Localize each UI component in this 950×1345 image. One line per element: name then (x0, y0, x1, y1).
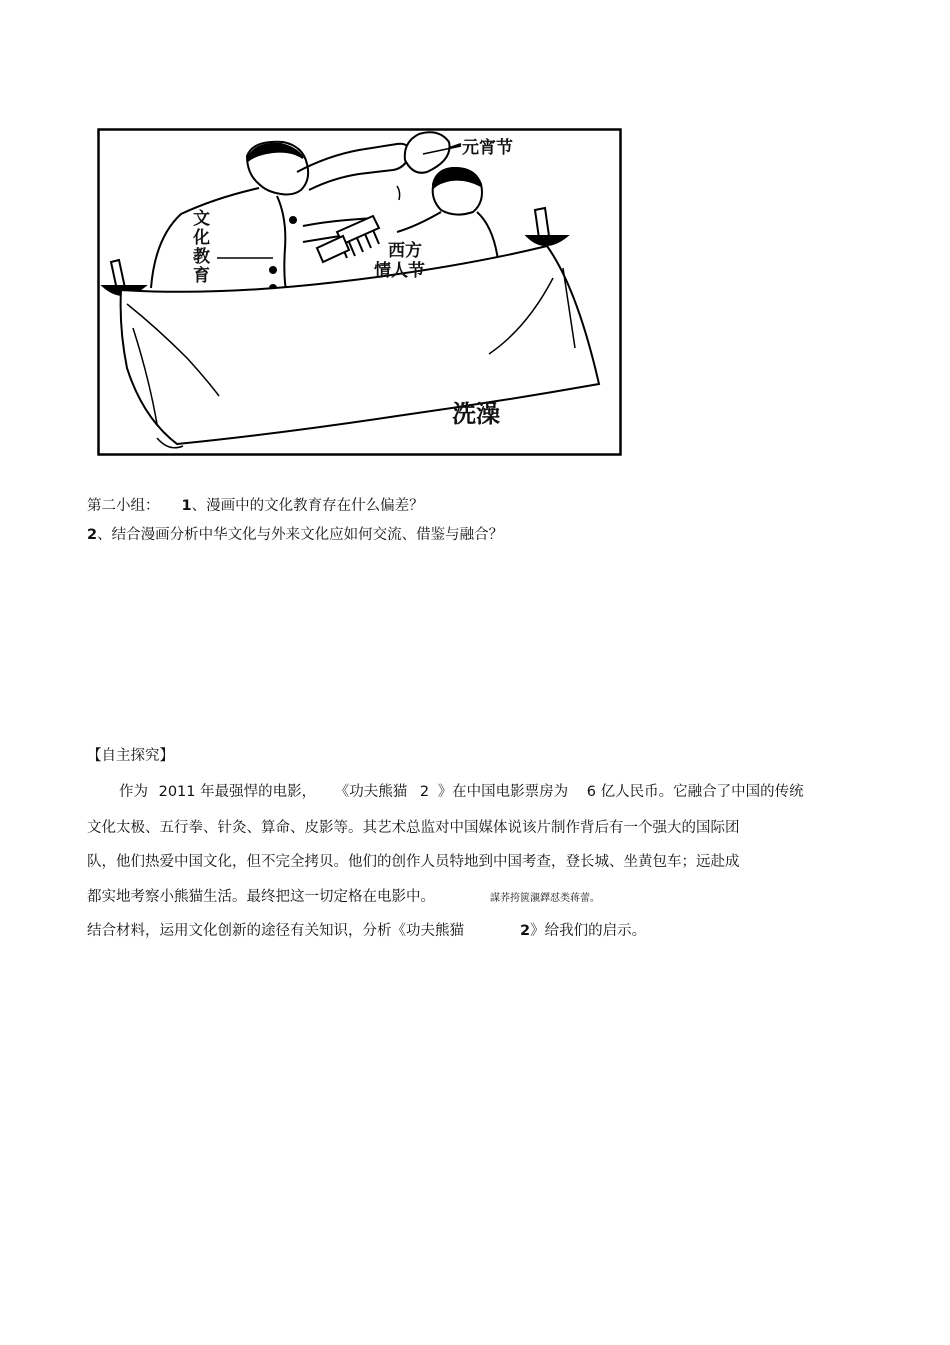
label-lantern-festival: 元宵节 (462, 138, 513, 158)
section-heading: 【自主探究】 (87, 748, 174, 764)
paragraph-line-1 (119, 780, 804, 801)
question-number: 2 (87, 527, 98, 543)
box-office-value: 6 (586, 784, 597, 800)
label-bath: 洗澡 (452, 400, 500, 428)
paragraph-line-4 (87, 885, 435, 906)
label-western-valentine-line1: 西方 (388, 241, 422, 261)
film-number: 2 (419, 784, 430, 800)
label-culture-char: 教 (193, 247, 210, 267)
question-text: 、漫画中的文化教育存在什么偏差？ (191, 498, 424, 514)
paragraph-line-5 (87, 919, 646, 940)
label-western-valentine-line2: 情人节 (374, 261, 425, 281)
group2-prefix: 第二小组： (87, 498, 160, 514)
question-number: 1 (181, 498, 192, 514)
text-segment: 》给我们的启示。 (530, 923, 647, 939)
label-culture-char: 育 (193, 266, 210, 286)
question-text: 、结合漫画分析中华文化与外来文化应如何交流、借鉴与融合？ (97, 527, 504, 543)
group2-question-2 (87, 523, 503, 544)
label-culture-education (193, 210, 210, 286)
text-segment: 亿人民币。它融合了中国的传统 (600, 784, 804, 800)
text-segment: 年最强悍的电影， (200, 784, 317, 800)
text-segment: 结合材料，运用文化创新的途径有关知识，分析《功夫熊猫 (87, 923, 464, 939)
garbled-text: 謀荞挎篋瀙鐸怼类蒋蕾。 (490, 893, 600, 904)
paragraph-line-2: 文化太极、五行拳、针灸、算命、皮影等。其艺术总监对中国媒体说该片制作背后有一个强大的国际团 (87, 820, 740, 836)
text-segment: 都实地考察小熊猫生活。最终把这一切定格在电影中。 (87, 889, 435, 905)
film-title: 《功夫熊猫 (334, 784, 408, 800)
paragraph-line-3: 队，他们热爱中国文化，但不完全拷贝。他们的创作人员特地到中国考查，登长城、坐黄包车；远赴成 (87, 854, 740, 870)
label-culture-char: 文 (193, 209, 210, 229)
cartoon-illustration (97, 128, 622, 456)
film-number: 2 (520, 923, 531, 939)
year-value: 2011 (158, 784, 196, 800)
text-segment: 作为 (119, 784, 148, 800)
group2-question-1 (87, 494, 424, 515)
label-culture-char: 化 (193, 228, 210, 248)
text-segment: 》在中国电影票房为 (437, 784, 569, 800)
